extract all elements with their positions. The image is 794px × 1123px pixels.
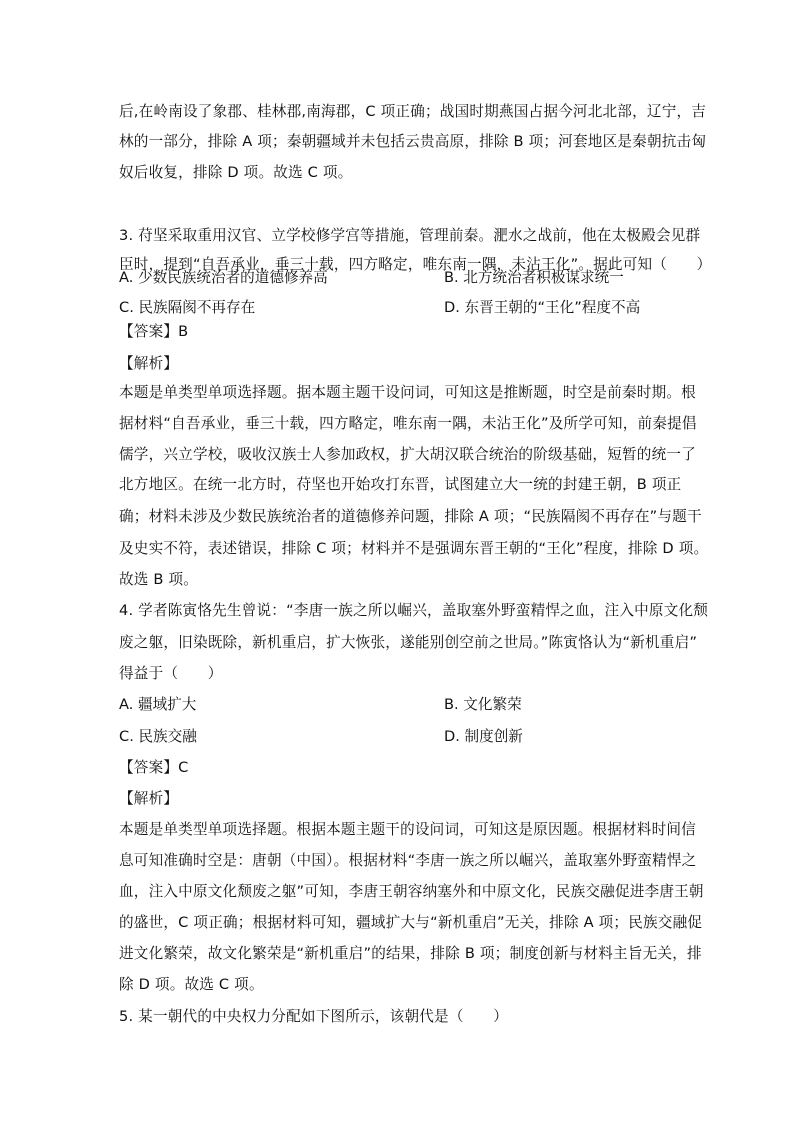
q3-stem-line-1: 3. 苻坚采取重用汉官、立学校修学宫等措施，管理前秦。淝水之战前，他在太极殿会见群 (119, 227, 701, 244)
intro-line-2: 林的一部分，排除 A 项；秦朝疆域并未包括云贵高原，排除 B 项；河套地区是秦朝抗击匈 (119, 133, 707, 150)
q4-analysis-label: 【解析】 (119, 790, 179, 807)
q4-analysis-line-2: 息可知准确时空是：唐朝（中国）。根据材料“李唐一族之所以崛兴，盖取塞外野蛮精悍之 (119, 852, 697, 869)
intro-line-3: 奴后收复，排除 D 项。故选 C 项。 (119, 164, 353, 181)
q3-option-a[interactable]: A. 少数民族统治者的道德修养高 (119, 269, 328, 286)
q3-analysis-line-2: 据材料“自吾承业，垂三十载，四方略定，唯东南一隅，未沾王化”及所学可知，前秦提倡 (119, 415, 697, 432)
q4-option-c[interactable]: C. 民族交融 (119, 728, 197, 745)
q3-analysis-label: 【解析】 (119, 355, 179, 372)
q4-analysis-line-6: 除 D 项。故选 C 项。 (119, 976, 264, 993)
q5-stem: 5. 某一朝代的中央权力分配如下图所示，该朝代是（ ） (119, 1008, 509, 1025)
q3-analysis-line-4: 北方地区。在统一北方时，苻坚也开始攻打东晋，试图建立大一统的封建王朝，B 项正 (119, 476, 682, 493)
q4-option-a[interactable]: A. 疆域扩大 (119, 696, 197, 713)
intro-line-1: 后,在岭南设了象郡、桂林郡,南海郡，C 项正确；战国时期燕国占据今河北北部，辽宁，吉 (119, 103, 707, 120)
q4-analysis-line-5: 进文化繁荣，故文化繁荣是“新机重启”的结果，排除 B 项；制度创新与材料主旨无关，排 (119, 945, 702, 962)
q3-option-c[interactable]: C. 民族隔阂不再存在 (119, 299, 256, 316)
q4-analysis-line-1: 本题是单类型单项选择题。根据本题主题干的设问词，可知这是原因题。根据材料时间信 (119, 821, 696, 838)
q4-analysis-line-4: 的盛世，C 项正确；根据材料可知，疆域扩大与“新机重启”无关，排除 A 项；民族交融促 (119, 914, 703, 931)
q3-analysis-line-7: 故选 B 项。 (119, 571, 199, 588)
q4-option-b[interactable]: B. 文化繁荣 (444, 696, 522, 713)
q4-stem-line-3: 得益于（ ） (119, 665, 223, 682)
q3-analysis-line-6: 及史实不符，表述错误，排除 C 项；材料并不是强调东晋王朝的“王化”程度，排除 D 项。 (119, 540, 709, 557)
q4-analysis-line-3: 血，注入中原文化颓废之躯”可知，李唐王朝容纳塞外和中原文化，民族交融促进李唐王朝 (119, 883, 704, 900)
q3-analysis-line-5: 确；材料未涉及少数民族统治者的道德修养问题，排除 A 项；“民族隔阂不再存在”与题干 (119, 508, 702, 525)
q3-answer: 【答案】B (119, 323, 189, 340)
q3-stem-line-2: 臣时，提到“自吾承业，垂三十载，四方略定，唯东南一隅，未沾王化”。据此可知（ ） (119, 256, 712, 273)
q3-option-b[interactable]: B. 北方统治者积极谋求统一 (444, 269, 624, 286)
q4-stem-line-1: 4. 学者陈寅恪先生曾说：“李唐一族之所以崛兴，盖取塞外野蛮精悍之血，注入中原文化颓 (119, 602, 709, 619)
q3-option-d[interactable]: D. 东晋王朝的“王化”程度不高 (444, 299, 641, 316)
q4-stem-line-2: 废之躯，旧染既除，新机重启，扩大恢张，遂能别创空前之世局。”陈寅恪认为“新机重启” (119, 634, 698, 651)
q4-answer: 【答案】C (119, 759, 189, 776)
q4-option-d[interactable]: D. 制度创新 (444, 728, 523, 745)
q3-analysis-line-1: 本题是单类型单项选择题。据本题主题干设问词，可知这是推断题，时空是前秦时期。根 (119, 384, 696, 401)
q3-analysis-line-3: 儒学，兴立学校，吸收汉族士人参加政权，扩大胡汉联合统治的阶级基础，短暂的统一了 (119, 446, 696, 463)
